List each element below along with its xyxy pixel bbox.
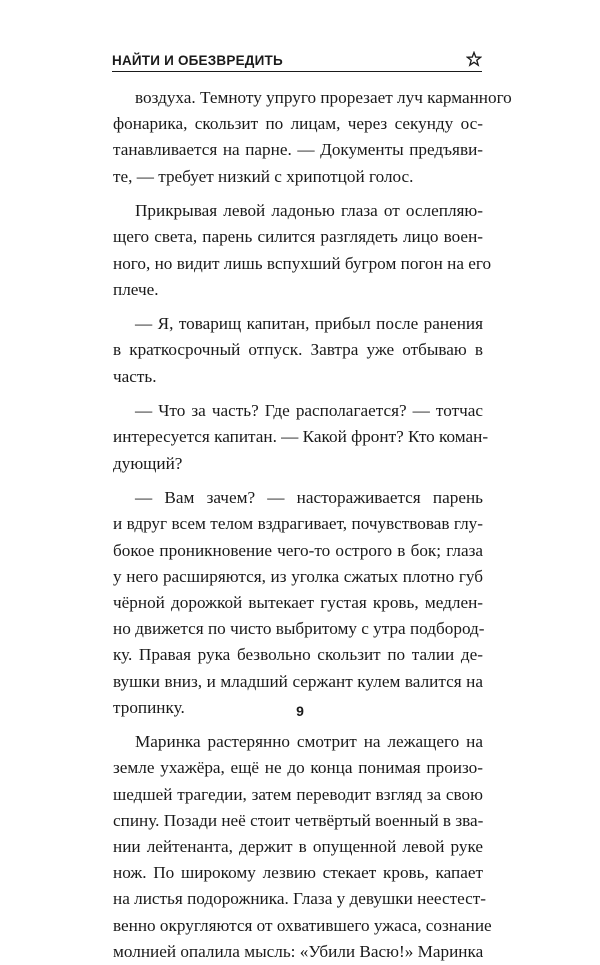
text-line: ного, но видит лишь вспухший бугром погон на его <box>113 253 492 273</box>
text-line: нож. По широкому лезвию стекает кровь, капает <box>113 863 483 883</box>
text-line: щего света, парень силится разглядеть лицо воен- <box>113 227 483 247</box>
running-head <box>112 52 482 70</box>
text-line: тропинку. <box>113 697 185 717</box>
text-line: в краткосрочный отпуск. Завтра уже отбываю в <box>113 340 483 360</box>
body-text <box>113 85 512 965</box>
text-line: танавливается на парне. — Документы предъяви- <box>113 140 483 160</box>
star-outline-icon <box>466 51 482 67</box>
text-line: плече. <box>113 279 159 299</box>
text-line: воздуха. Темноту упруго прорезает луч карманного <box>135 88 512 107</box>
text-line: вушки вниз, и младший сержант кулем валится на <box>113 671 483 691</box>
text-line: Маринка растерянно смотрит на лежащего на <box>135 732 483 752</box>
paragraph <box>113 311 483 390</box>
text-line: — Вам зачем? — настораживается парень <box>135 488 483 508</box>
text-line: на листья подорожника. Глаза у девушки неестест- <box>113 889 487 909</box>
paragraph <box>113 198 492 303</box>
text-line: но движется по чисто выбритому с утра подбород- <box>113 619 485 639</box>
text-line: нии лейтенанта, держит в опущенной левой руке <box>113 837 483 857</box>
text-line: земле ухажёра, ещё не до конца понимая произо- <box>113 758 483 778</box>
text-line: Прикрывая левой ладонью глаза от ослепляю- <box>135 201 483 221</box>
text-line: те, — требует низкий с хрипотцой голос. <box>113 166 414 186</box>
running-head-title: НАЙТИ И ОБЕЗВРЕДИТЬ <box>112 53 283 68</box>
text-line: шедшей трагедии, затем переводит взгляд за свою <box>113 784 483 804</box>
text-line: — Я, товарищ капитан, прибыл после ранения <box>135 314 483 334</box>
text-line: ку. Правая рука безвольно скользит по талии де- <box>113 645 483 665</box>
text-line: чёрной дорожкой вытекает густая кровь, медлен- <box>113 592 483 612</box>
paragraph <box>113 398 489 477</box>
header-rule <box>112 71 482 72</box>
text-line: и вдруг всем телом вздрагивает, почувствовав глу- <box>113 514 483 534</box>
text-line: молнией опалила мысль: «Убили Васю!» Маринка <box>113 941 484 961</box>
paragraph <box>113 729 492 965</box>
paragraph <box>113 85 512 190</box>
page-number: 9 <box>296 703 304 719</box>
text-line: у него расширяются, из уголка сжатых плотно губ <box>113 566 483 586</box>
text-line: фонарика, скользит по лицам, через секунду ос- <box>113 114 483 134</box>
text-line: бокое проникновение чего-то острого в бок; глаза <box>113 540 483 560</box>
text-line: венно округляются от охватившего ужаса, сознание <box>113 915 492 935</box>
text-line: спину. Позади неё стоит четвёртый военный в зва- <box>113 810 484 830</box>
text-line: дующий? <box>113 453 183 473</box>
text-line: интересуется капитан. — Какой фронт? Кто коман- <box>113 427 489 447</box>
text-line: часть. <box>113 366 157 386</box>
text-line: — Что за часть? Где располагается? — тотчас <box>135 401 483 421</box>
paragraph <box>113 485 483 721</box>
